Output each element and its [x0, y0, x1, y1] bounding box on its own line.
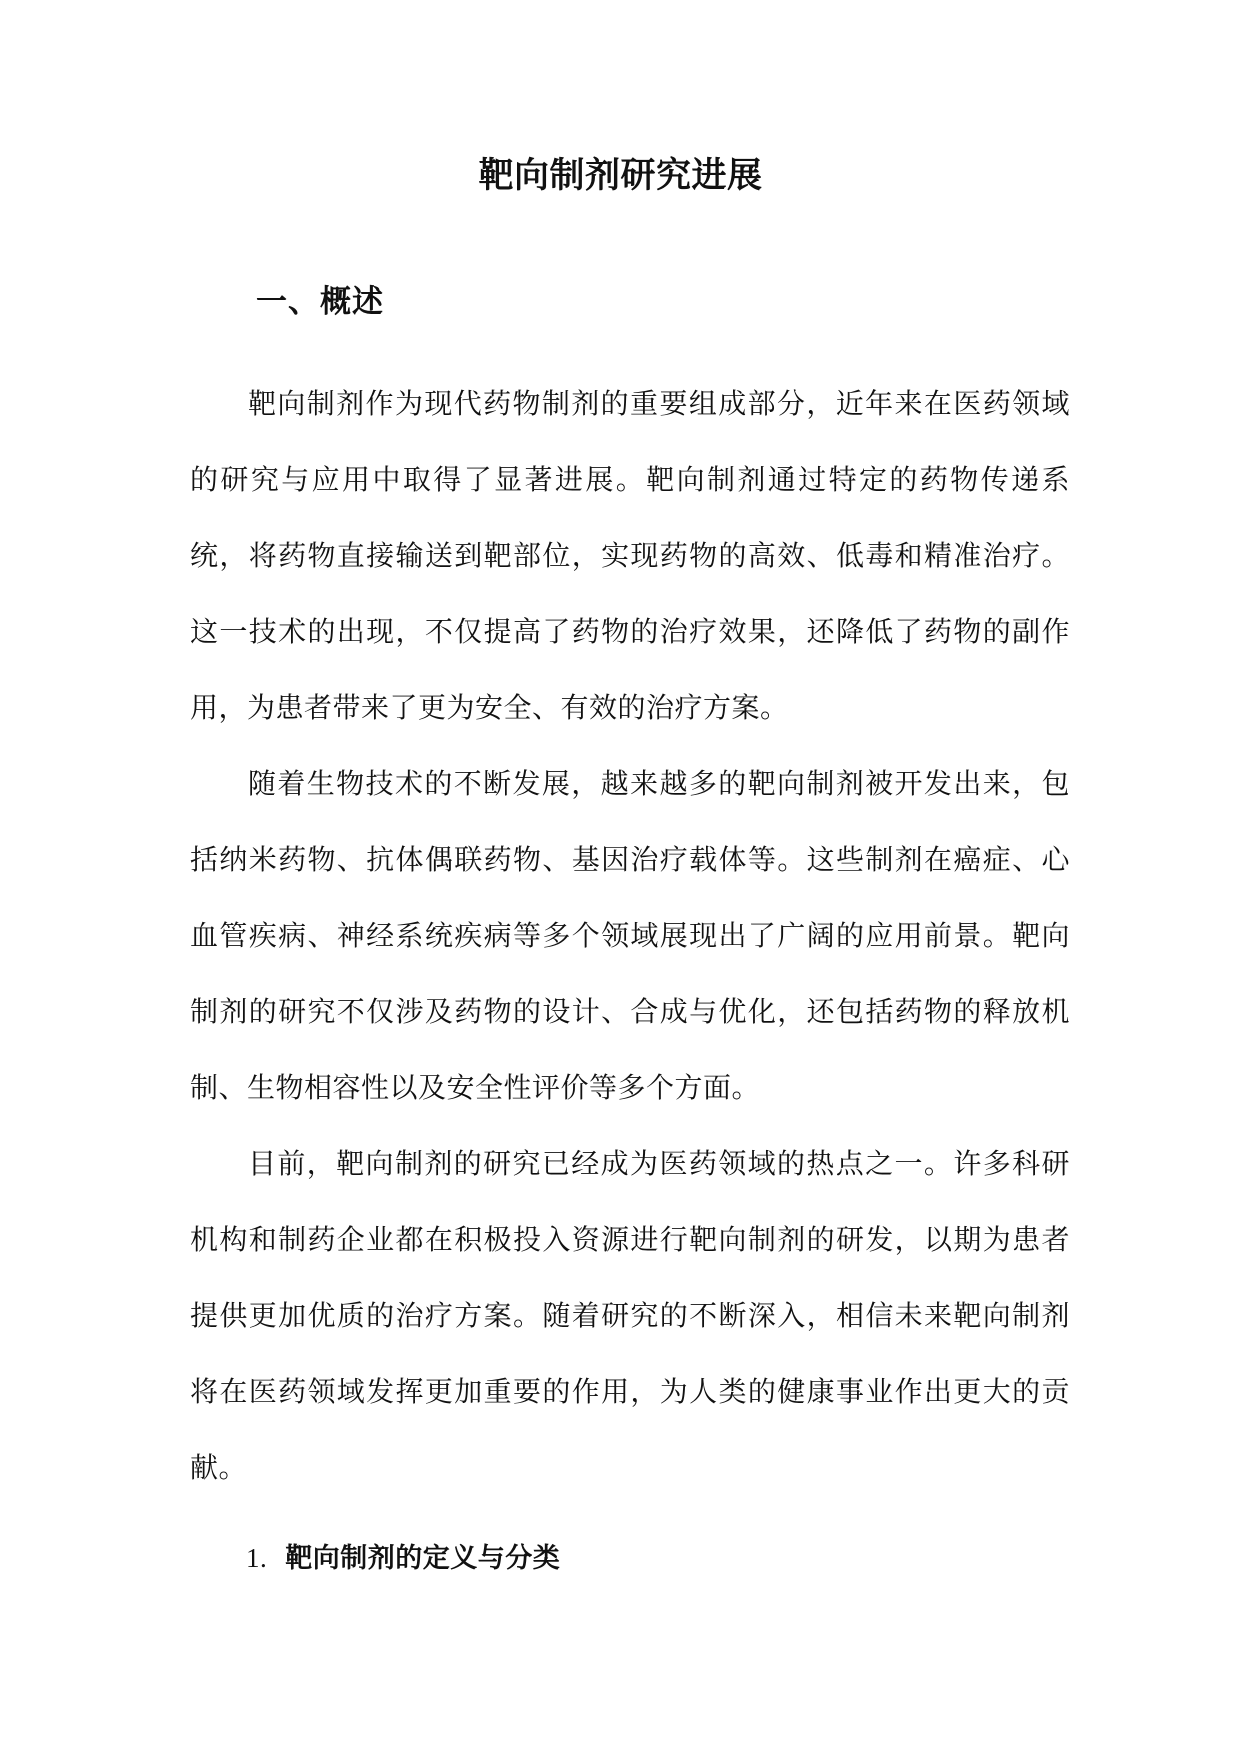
subsection-title: 靶向制剂的定义与分类 — [285, 1543, 561, 1574]
subsection-number: 1. — [246, 1543, 268, 1573]
body-text — [190, 366, 1070, 1506]
subsection-heading — [246, 1538, 560, 1579]
section-heading-overview: 一、概述 — [256, 284, 384, 320]
paragraph-2: 随着生物技术的不断发展，越来越多的靶向制剂被开发出来，包括纳米药物、抗体偶联药物、基因治疗载体等。这些制剂在癌症、心血管疾病、神经系统疾病等多个领域展现出了广阔的应用前景。靶向制剂的研究不仅涉及药物的设计、合成与优化，还包括药物的释放机制、生物相容性以及安全性评价等多个方面。 — [190, 767, 1070, 1104]
document-title: 靶向制剂研究进展 — [478, 156, 763, 196]
paragraph-1: 靶向制剂作为现代药物制剂的重要组成部分，近年来在医药领域的研究与应用中取得了显著进展。靶向制剂通过特定的药物传递系统，将药物直接输送到靶部位，实现药物的高效、低毒和精准治疗。这一技术的出现，不仅提高了药物的治疗效果，还降低了药物的副作用，为患者带来了更为安全、有效的治疗方案。 — [190, 387, 1070, 724]
paragraph-3: 目前，靶向制剂的研究已经成为医药领域的热点之一。许多科研机构和制药企业都在积极投入资源进行靶向制剂的研发，以期为患者提供更加优质的治疗方案。随着研究的不断深入，相信未来靶向制剂将在医药领域发挥更加重要的作用，为人类的健康事业作出更大的贡献。 — [190, 1147, 1070, 1484]
